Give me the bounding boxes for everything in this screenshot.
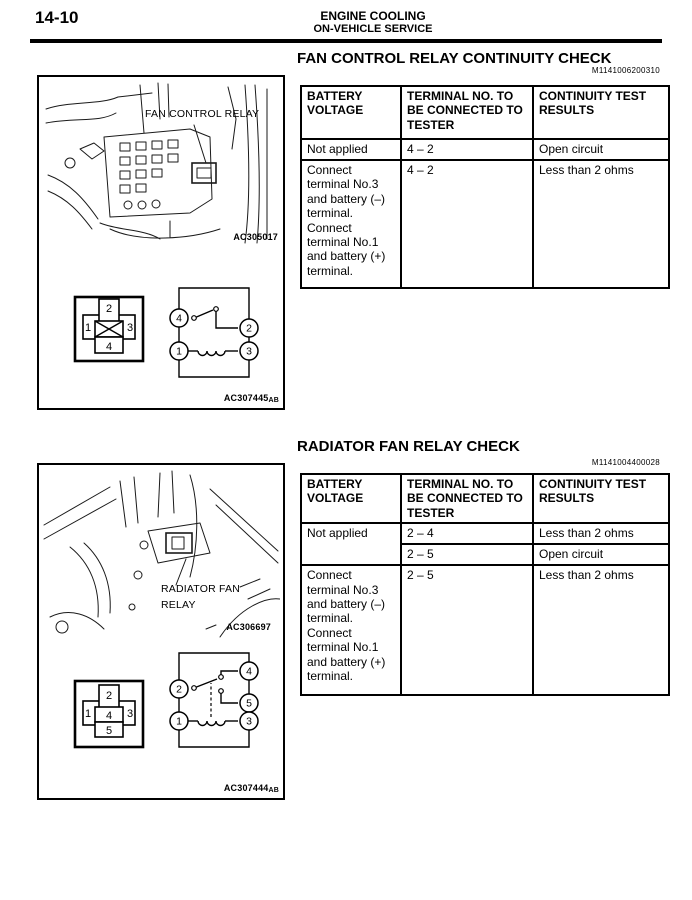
- diagram-code-suffix: AB: [268, 787, 279, 794]
- cell-result: Less than 2 ohms: [533, 160, 669, 288]
- callout-line-2: RELAY: [161, 599, 196, 611]
- circuit-node-5: 5: [246, 697, 252, 710]
- cell-battery-voltage: Connect terminal No.3 and battery (–) terminal. Connect terminal No.1 and battery (+) terminal.: [301, 160, 401, 288]
- cell-terminals: 2 – 5: [401, 565, 533, 695]
- pin-label-1: 1: [84, 322, 92, 334]
- relay-highlight: [166, 533, 192, 553]
- engine-bay-illustration: [40, 467, 280, 645]
- running-head: [253, 9, 493, 35]
- cell-battery-voltage: Not applied: [301, 523, 401, 565]
- radiator-fan-relay-callout: [161, 583, 240, 611]
- col-header-results: CONTINUITY TEST RESULTS: [533, 86, 669, 139]
- col-header-terminals: TERMINAL NO. TO BE CONNECTED TO TESTER: [401, 474, 533, 523]
- circuit-node-1: 1: [176, 345, 182, 358]
- section-2-title: RADIATOR FAN RELAY CHECK: [297, 438, 520, 455]
- col-header-battery-voltage: BATTERY VOLTAGE: [301, 474, 401, 523]
- diagram-code-main: AC307444: [223, 783, 269, 793]
- circuit-node-1: 1: [176, 715, 182, 728]
- code-tick-mark: [206, 625, 216, 629]
- table-row: [301, 160, 669, 288]
- table-header-row: [301, 474, 669, 523]
- diagram-code-suffix: AB: [268, 397, 279, 404]
- fan-control-relay-figure: [37, 75, 285, 410]
- radiator-fan-relay-figure: [37, 463, 285, 800]
- circuit-node-4: 4: [246, 665, 252, 678]
- running-head-section: ON-VEHICLE SERVICE: [313, 23, 433, 35]
- table-header-row: [301, 86, 669, 139]
- section-1-title: FAN CONTROL RELAY CONTINUITY CHECK: [297, 50, 612, 67]
- relay-circuit-diagram: [167, 280, 262, 382]
- col-header-results: CONTINUITY TEST RESULTS: [533, 474, 669, 523]
- section-2-doc-code: M1141004400028: [591, 458, 660, 467]
- pin-label-3: 3: [126, 322, 134, 334]
- cell-result: Less than 2 ohms: [533, 565, 669, 695]
- pin-label-2: 2: [105, 690, 113, 702]
- cell-result: Less than 2 ohms: [533, 523, 669, 544]
- relay-highlight: [192, 163, 216, 183]
- running-head-chapter: ENGINE COOLING: [320, 9, 426, 23]
- table-row: [301, 139, 669, 160]
- cell-result: Open circuit: [533, 139, 669, 160]
- table-row: [301, 565, 669, 695]
- photo-code: AC305017: [233, 232, 278, 242]
- table-row: [301, 523, 669, 544]
- diagram-code-main: AC307445: [223, 393, 269, 403]
- fan-control-relay-callout: FAN CONTROL RELAY: [145, 108, 260, 120]
- diagram-code: [224, 783, 279, 794]
- pin-label-4: 4: [105, 710, 113, 722]
- radiator-fan-relay-table: [300, 473, 670, 696]
- col-header-battery-voltage: BATTERY VOLTAGE: [301, 86, 401, 139]
- pin-label-3: 3: [126, 708, 134, 720]
- cell-terminals: 4 – 2: [401, 160, 533, 288]
- pin-label-5: 5: [105, 725, 113, 737]
- pin-label-1: 1: [84, 708, 92, 720]
- header-rule: [30, 39, 662, 43]
- cell-terminals: 2 – 5: [401, 544, 533, 565]
- cell-terminals: 2 – 4: [401, 523, 533, 544]
- circuit-node-4: 4: [176, 312, 182, 325]
- section-1-doc-code: M1141006200310: [591, 66, 660, 75]
- relay-pin-layout: [71, 679, 147, 751]
- page-number: 14-10: [35, 8, 79, 27]
- circuit-node-3: 3: [246, 715, 252, 728]
- circuit-node-3: 3: [246, 345, 252, 358]
- pin-label-4: 4: [105, 341, 113, 353]
- callout-leader-line: [194, 125, 206, 163]
- cell-result: Open circuit: [533, 544, 669, 565]
- callout-leader-line: [176, 559, 186, 585]
- relay-circuit-diagram: [167, 645, 262, 765]
- fan-control-relay-table: [300, 85, 670, 289]
- diagram-code: [224, 393, 279, 404]
- cell-terminals: 4 – 2: [401, 139, 533, 160]
- cell-battery-voltage: Connect terminal No.3 and battery (–) terminal. Connect terminal No.1 and battery (+) terminal.: [301, 565, 401, 695]
- circuit-node-2: 2: [176, 683, 182, 696]
- engine-bay-illustration: [40, 79, 280, 251]
- photo-code: AC306697: [226, 622, 271, 632]
- pin-label-2: 2: [105, 303, 113, 315]
- col-header-terminals: TERMINAL NO. TO BE CONNECTED TO TESTER: [401, 86, 533, 139]
- cell-battery-voltage: Not applied: [301, 139, 401, 160]
- circuit-node-2: 2: [246, 322, 252, 335]
- relay-pin-layout: [71, 295, 147, 365]
- callout-line-1: RADIATOR FAN: [161, 583, 241, 595]
